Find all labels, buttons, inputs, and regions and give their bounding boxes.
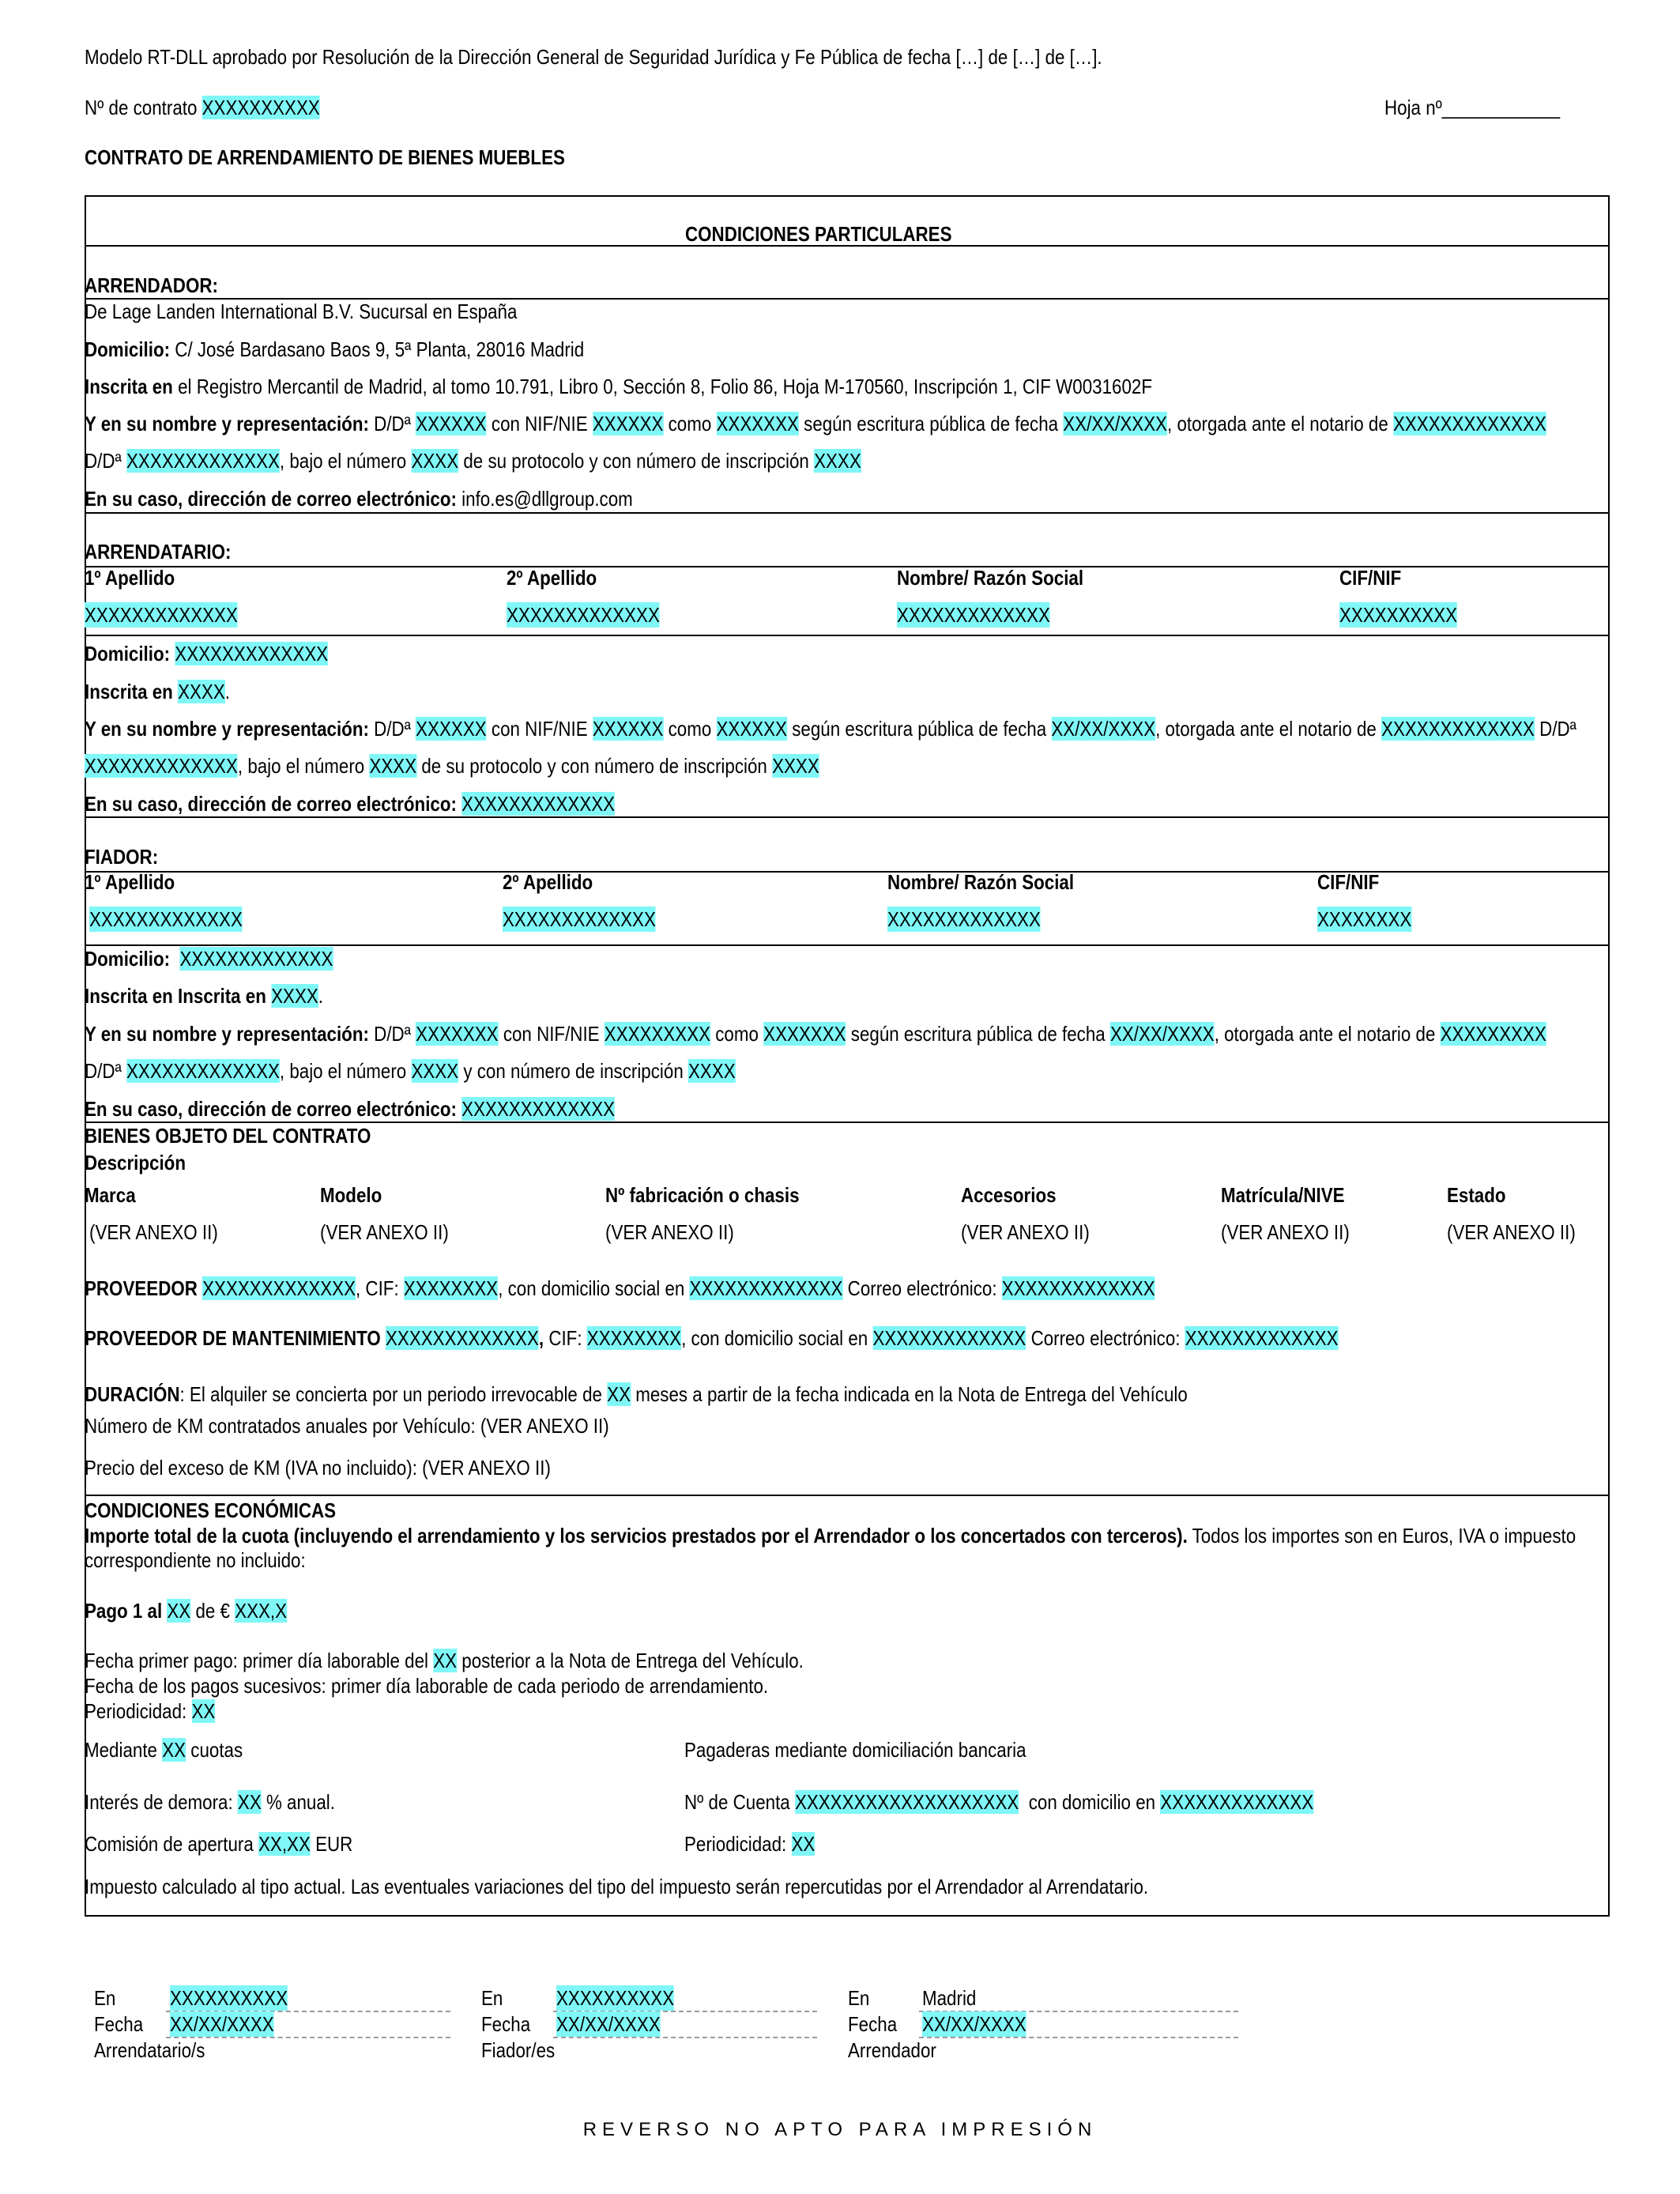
- impuesto-line: Impuesto calculado al tipo actual. Las eventuales variaciones del tipo del impuesto serán repercutidas por el Arrendador al Arrendatario.: [85, 1875, 1149, 1898]
- sig-fecha-field[interactable]: XX/XX/XXXX: [170, 2012, 274, 2036]
- fiador-cif-field[interactable]: XXXXXXXX: [1317, 907, 1412, 931]
- fiador-apellido2-field[interactable]: XXXXXXXXXXXXX: [503, 907, 656, 931]
- inscription-number-field[interactable]: XXXX: [814, 449, 861, 473]
- sig-en-field[interactable]: XXXXXXXXXX: [170, 1986, 288, 2010]
- sig-en-label: En: [848, 1986, 870, 2010]
- rep-nif-field[interactable]: XXXXXX: [592, 717, 664, 741]
- sig-en-label: En: [481, 1986, 503, 2010]
- fiador-nombre-field[interactable]: XXXXXXXXXXXXX: [887, 907, 1041, 931]
- periodicidad-line: Periodicidad: XX: [85, 1699, 216, 1723]
- sig-en-field[interactable]: XXXXXXXXXX: [556, 1986, 675, 2010]
- sig-fecha-label: Fecha: [481, 2012, 531, 2036]
- bienes-col-marca: Marca: [85, 1183, 136, 1207]
- fiador-inscrita-field[interactable]: XXXX: [271, 984, 318, 1008]
- arrendatario-nombre-field[interactable]: XXXXXXXXXXXXX: [897, 603, 1050, 627]
- rep-notary-field[interactable]: XXXXXXXXXXXXX: [1381, 717, 1535, 741]
- sig-role: Arrendador: [848, 2038, 936, 2062]
- periodicidad-field[interactable]: XX: [191, 1699, 216, 1723]
- cuenta-domicilio-field[interactable]: XXXXXXXXXXXXX: [1160, 1790, 1314, 1814]
- sig-en-label: En: [94, 1986, 116, 2010]
- rep-nif-field[interactable]: XXXXXX: [592, 412, 664, 435]
- importe-line-2: correspondiente no incluido:: [85, 1548, 306, 1572]
- exceso-km-line: Precio del exceso de KM (IVA no incluido): (VER ANEXO II): [85, 1456, 551, 1480]
- rep-date-field[interactable]: XX/XX/XXXX: [1109, 1022, 1215, 1046]
- arrendatario-representacion: Y en su nombre y representación: D/Dª XXXXXX con NIF/NIE XXXXXX como XXXXXX según escritura pública de fecha XX/XX/XXXX, otorgada ante el notario de XXXXXXXXXXXXX D/Dª: [85, 717, 1576, 741]
- importe-line: Importe total de la cuota (incluyendo el arrendamiento y los servicios prestados por el Arrendador o los concertados con terceros). Todos los importes son en Euros, IVA o impuesto: [85, 1524, 1576, 1547]
- notary-name-field[interactable]: XXXXXXXXXXXXX: [85, 754, 238, 778]
- fecha-pagos-sucesivos: Fecha de los pagos sucesivos: primer día laborable de cada periodo de arrendamiento.: [85, 1674, 769, 1698]
- arrendador-representacion: Y en su nombre y representación: D/Dª XXXXXX con NIF/NIE XXXXXX como XXXXXXX según escritura pública de fecha XX/XX/XXXX, otorgada ante el notario de XXXXXXXXXXXXX: [85, 412, 1546, 435]
- mantenimiento-line: PROVEEDOR DE MANTENIMIENTO XXXXXXXXXXXXX, CIF: XXXXXXXX, con domicilio social en XXXXXXXXXXXXX Correo electrónico: XXXXXXXXXXXXX: [85, 1326, 1339, 1350]
- rep-nif-field[interactable]: XXXXXXXXX: [604, 1022, 711, 1046]
- protocol-number-field[interactable]: XXXX: [369, 754, 417, 778]
- fiador-col-apellido1: 1º Apellido: [85, 870, 175, 894]
- duracion-line: DURACIÓN: El alquiler se concierta por un periodo irrevocable de XX meses a partir de la fecha indicada en la Nota de Entrega del Vehículo: [85, 1382, 1188, 1406]
- rep-date-field[interactable]: XX/XX/XXXX: [1063, 412, 1168, 435]
- arrendador-inscrita: Inscrita en el Registro Mercantil de Madrid, al tomo 10.791, Libro 0, Sección 8, Folio 86, Hoja M-170560, Inscripción 1, CIF W0031602F: [85, 375, 1152, 398]
- bienes-accesorios-value: (VER ANEXO II): [961, 1220, 1090, 1244]
- notary-name-field[interactable]: XXXXXXXXXXXXX: [126, 1059, 280, 1083]
- arrendador-name: De Lage Landen International B.V. Sucursal en España: [85, 300, 518, 323]
- fiador-email: En su caso, dirección de correo electrónico: XXXXXXXXXXXXX: [85, 1097, 616, 1121]
- proveedor-domicilio-field[interactable]: XXXXXXXXXXXXX: [689, 1276, 843, 1300]
- arrendatario-representacion-2: XXXXXXXXXXXXX, bajo el número XXXX de su protocolo y con número de inscripción XXXX: [85, 754, 819, 778]
- notary-name-field[interactable]: XXXXXXXXXXXXX: [126, 449, 280, 473]
- sig-fecha-label: Fecha: [94, 2012, 144, 2036]
- cuotas-field[interactable]: XX: [162, 1738, 186, 1762]
- fiador-representacion-2: D/Dª XXXXXXXXXXXXX, bajo el número XXXX y con número de inscripción XXXX: [85, 1059, 736, 1083]
- interes-line: Interés de demora: XX % anual.: [85, 1790, 335, 1814]
- arrendatario-domicilio: Domicilio: XXXXXXXXXXXXX: [85, 642, 329, 665]
- footer-note: REVERSO NO APTO PARA IMPRESIÓN: [582, 2119, 1098, 2140]
- fiador-inscrita: Inscrita en Inscrita en XXXX.: [85, 984, 324, 1008]
- bienes-col-accesorios: Accesorios: [961, 1183, 1057, 1207]
- fiador-email-field[interactable]: XXXXXXXXXXXXX: [461, 1097, 616, 1121]
- arrendatario-email-field[interactable]: XXXXXXXXXXXXX: [461, 792, 616, 816]
- cuenta-field[interactable]: XXXXXXXXXXXXXXXXXXX: [794, 1790, 1019, 1814]
- arrendatario-inscrita-field[interactable]: XXXX: [178, 680, 225, 703]
- arrendatario-col-apellido2: 2º Apellido: [507, 566, 597, 590]
- rep-notary-field[interactable]: XXXXXXXXXXXXX: [1392, 412, 1546, 435]
- proveedor-line: PROVEEDOR XXXXXXXXXXXXX, CIF: XXXXXXXX, con domicilio social en XXXXXXXXXXXXX Correo electrónico: XXXXXXXXXXXXX: [85, 1276, 1155, 1300]
- arrendatario-cif-field[interactable]: XXXXXXXXXX: [1339, 603, 1458, 627]
- comision-line: Comisión de apertura XX,XX EUR: [85, 1832, 353, 1856]
- fiador-representacion: Y en su nombre y representación: D/Dª XXXXXXX con NIF/NIE XXXXXXXXX como XXXXXXX según escritura pública de fecha XX/XX/XXXX, otorgada ante el notario de XXXXXXXXX: [85, 1022, 1546, 1046]
- arrendador-email: En su caso, dirección de correo electrónico: info.es@dllgroup.com: [85, 487, 633, 511]
- conditions-title: CONDICIONES PARTICULARES: [684, 222, 952, 246]
- fecha-primer-pago: Fecha primer pago: primer día laborable del XX posterior a la Nota de Entrega del Vehículo.: [85, 1649, 804, 1672]
- arrendatario-apellido1-field[interactable]: XXXXXXXXXXXXX: [85, 603, 238, 627]
- pagaderas-line: Pagaderas mediante domiciliación bancaria: [684, 1738, 1026, 1762]
- sig-role: Arrendatario/s: [94, 2038, 205, 2062]
- protocol-number-field[interactable]: XXXX: [411, 449, 459, 473]
- periodicidad2-line: Periodicidad: XX: [684, 1832, 816, 1856]
- km-line: Número de KM contratados anuales por Vehículo: (VER ANEXO II): [85, 1414, 609, 1438]
- bienes-col-estado: Estado: [1447, 1183, 1506, 1207]
- arrendatario-col-apellido1: 1º Apellido: [85, 566, 175, 590]
- arrendatario-inscrita: Inscrita en XXXX.: [85, 680, 230, 703]
- sig-fecha-field[interactable]: XX/XX/XXXX: [922, 2012, 1026, 2036]
- mantenimiento-domicilio-field[interactable]: XXXXXXXXXXXXX: [872, 1326, 1026, 1350]
- sig-fecha-field[interactable]: XX/XX/XXXX: [556, 2012, 661, 2036]
- protocol-number-field[interactable]: XXXX: [411, 1059, 459, 1083]
- mantenimiento-cif-field[interactable]: XXXXXXXX: [586, 1326, 682, 1350]
- rep-role-field[interactable]: XXXXXXX: [716, 412, 799, 435]
- arrendatario-apellido2-field[interactable]: XXXXXXXXXXXXX: [507, 603, 660, 627]
- bienes-matricula-value: (VER ANEXO II): [1221, 1220, 1350, 1244]
- pago-importe-field[interactable]: XXX,X: [235, 1599, 288, 1623]
- duracion-field[interactable]: XX: [607, 1382, 631, 1406]
- document-title: CONTRATO DE ARRENDAMIENTO DE BIENES MUEBLES: [85, 145, 565, 169]
- pago-num-field[interactable]: XX: [167, 1599, 191, 1623]
- arrendador-domicilio: Domicilio: C/ José Bardasano Baos 9, 5ª Planta, 28016 Madrid: [85, 337, 585, 361]
- rep-name-field[interactable]: XXXXXX: [416, 412, 487, 435]
- fecha-primer-field[interactable]: XX: [433, 1649, 458, 1672]
- arrendatario-domicilio-field[interactable]: XXXXXXXXXXXXX: [175, 642, 329, 665]
- bienes-col-modelo: Modelo: [320, 1183, 382, 1207]
- pago-line: Pago 1 al XX de € XXX,X: [85, 1599, 288, 1623]
- model-approval-line: Modelo RT-DLL aprobado por Resolución de la Dirección General de Seguridad Jurídica y Fe Pública de fecha […] de […] de […].: [85, 45, 1102, 69]
- comision-field[interactable]: XX,XX: [258, 1832, 311, 1856]
- sig-fecha-label: Fecha: [848, 2012, 898, 2036]
- rep-date-field[interactable]: XX/XX/XXXX: [1051, 717, 1156, 741]
- hoja-line: Hoja nº____________: [1384, 96, 1561, 119]
- fiador-domicilio-field[interactable]: XXXXXXXXXXXXX: [179, 947, 333, 971]
- rep-role-field[interactable]: XXXXXX: [716, 717, 787, 741]
- sig-en-field[interactable]: Madrid: [922, 1986, 977, 2010]
- rep-name-field[interactable]: XXXXXX: [416, 717, 487, 741]
- proveedor-email-field[interactable]: XXXXXXXXXXXXX: [1001, 1276, 1155, 1300]
- bienes-col-matricula: Matrícula/NIVE: [1221, 1183, 1345, 1207]
- mediante-line: Mediante XX cuotas: [85, 1738, 243, 1762]
- fiador-apellido1-field[interactable]: XXXXXXXXXXXXX: [89, 907, 243, 931]
- mantenimiento-email-field[interactable]: XXXXXXXXXXXXX: [1185, 1326, 1339, 1350]
- mantenimiento-field[interactable]: XXXXXXXXXXXXX: [385, 1326, 539, 1350]
- rep-role-field[interactable]: XXXXXXX: [763, 1022, 846, 1046]
- arrendador-representacion-2: D/Dª XXXXXXXXXXXXX, bajo el número XXXX de su protocolo y con número de inscripción XXXX: [85, 449, 861, 473]
- sig-role: Fiador/es: [481, 2038, 556, 2062]
- fiador-col-nombre: Nombre/ Razón Social: [887, 870, 1075, 894]
- fiador-heading: FIADOR:: [85, 845, 159, 869]
- bienes-estado-value: (VER ANEXO II): [1447, 1220, 1576, 1244]
- rep-notary-field[interactable]: XXXXXXXXX: [1440, 1022, 1546, 1046]
- proveedor-field[interactable]: XXXXXXXXXXXXX: [202, 1276, 356, 1300]
- contract-number-value[interactable]: XXXXXXXXXX: [202, 96, 320, 119]
- inscription-number-field[interactable]: XXXX: [772, 754, 819, 778]
- contract-number-line: Nº de contrato XXXXXXXXXX: [85, 96, 320, 119]
- arrendatario-heading: ARRENDATARIO:: [85, 540, 232, 564]
- economicas-heading: CONDICIONES ECONÓMICAS: [85, 1498, 337, 1522]
- inscription-number-field[interactable]: XXXX: [687, 1059, 736, 1083]
- periodicidad2-field[interactable]: XX: [791, 1832, 816, 1856]
- interes-field[interactable]: XX: [237, 1790, 262, 1814]
- fiador-col-cif: CIF/NIF: [1317, 870, 1380, 894]
- bienes-heading: BIENES OBJETO DEL CONTRATO: [85, 1124, 371, 1148]
- arrendador-heading: ARRENDADOR:: [85, 273, 218, 297]
- fiador-domicilio: Domicilio: XXXXXXXXXXXXX: [85, 947, 333, 971]
- cuenta-line: Nº de Cuenta XXXXXXXXXXXXXXXXXXX con domicilio en XXXXXXXXXXXXX: [684, 1790, 1314, 1814]
- arrendatario-col-nombre: Nombre/ Razón Social: [897, 566, 1084, 590]
- proveedor-cif-field[interactable]: XXXXXXXX: [403, 1276, 499, 1300]
- bienes-col-chasis: Nº fabricación o chasis: [605, 1183, 800, 1207]
- rep-name-field[interactable]: XXXXXXX: [416, 1022, 499, 1046]
- bienes-chasis-value: (VER ANEXO II): [605, 1220, 734, 1244]
- bienes-marca-value: (VER ANEXO II): [89, 1220, 218, 1244]
- fiador-col-apellido2: 2º Apellido: [503, 870, 593, 894]
- arrendatario-email: En su caso, dirección de correo electrónico: XXXXXXXXXXXXX: [85, 792, 616, 816]
- arrendatario-col-cif: CIF/NIF: [1339, 566, 1402, 590]
- bienes-modelo-value: (VER ANEXO II): [320, 1220, 449, 1244]
- bienes-descripcion: Descripción: [85, 1151, 186, 1174]
